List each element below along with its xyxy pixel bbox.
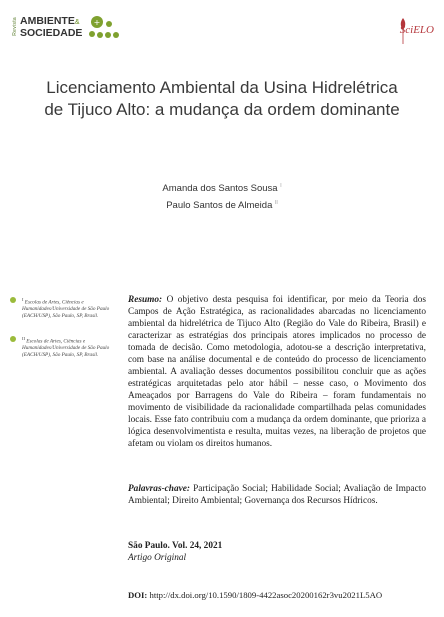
- author-list: [110, 179, 334, 213]
- svg-text:+: +: [93, 18, 101, 27]
- author-sup: I: [280, 183, 282, 189]
- keywords-label: Palavras-chave:: [128, 484, 190, 494]
- abstract-text: O objetivo desta pesquisa foi identificar, por meio da Teoria dos Campos de Ação Estratégica, as racionalidades abarcadas no licenciamento ambiental da hidrelétrica de Tijuco Alto (Região do Vale do Ribeira, Brasil) e caracterizar as estratégias dos principais atores implicados no processo de tomada de decisão. Como metodologia, adotou-se a descrição interpretativa, com base na análise documental e de conteúdo do processo de licenciamento ambiental. A avaliação desses documentos possibilitou concluir que as ações estratégicas arquitetadas pelo ator hábil – nesse caso, o Movimento dos Ameaçados por Barragens do Vale do Ribeira – foram fundamentais no movimento de visibilidade da racionalidade compartilhada pelas comunidades locais. Esse fato contribuiu com a mudança da ordem dominante, que prioriza a lógica desenvolvimentista e resulta, muitas vezes, na liberação de projetos que afetam ou violam os direitos humanos.: [128, 295, 427, 449]
- affiliation-2: [10, 336, 120, 358]
- affiliation-bullet-icon: [10, 297, 16, 303]
- affiliation-text: Escolas de Artes, Ciências e Humanidades/Universidade de São Paulo (EACH/USP), São Paulo, SP, Brasil.: [22, 338, 110, 358]
- keywords: [128, 483, 426, 507]
- logo-line-1: AMBIENTE: [20, 15, 75, 27]
- scielo-label: SciELO: [399, 24, 434, 36]
- revista-label: Revista: [12, 17, 18, 36]
- doi: [128, 590, 426, 600]
- author-1: [110, 179, 334, 196]
- publication-info: [128, 540, 426, 564]
- keywords-text: Participação Social; Habilidade Social; Avaliação de Impacto Ambiental; Direito Ambiental; Governança dos Recursos Hídricos.: [128, 484, 426, 506]
- logo-line-2: SOCIEDADE: [20, 27, 83, 39]
- paper-title: Licenciamento Ambiental da Usina Hidrelétrica de Tijuco Alto: a mudança da ordem dominante: [44, 78, 400, 119]
- journal-logo: [20, 16, 82, 39]
- author-sup: II: [275, 200, 278, 207]
- journal-logo-icon: [88, 14, 128, 44]
- affiliation-bullet-icon: [10, 336, 16, 342]
- affiliation-num: II: [22, 336, 25, 341]
- doi-label: DOI:: [128, 590, 148, 600]
- article-type: Artigo Original: [128, 553, 187, 563]
- author-name: Paulo Santos de Almeida: [166, 200, 273, 212]
- doi-link[interactable]: http://dx.doi.org/10.1590/1809-4422asoc20200162r3vu2021L5AO: [149, 590, 383, 600]
- logo-ampersand: &: [74, 19, 80, 26]
- affiliation-num: I: [22, 297, 24, 302]
- author-2: [110, 196, 334, 213]
- author-name: Amanda dos Santos Sousa: [162, 183, 278, 195]
- abstract: [128, 294, 426, 450]
- affiliation-1: [10, 297, 120, 319]
- journal-header: [10, 14, 434, 44]
- affiliation-text: Escolas de Artes, Ciências e Humanidades/Universidade de São Paulo (EACH/USP), São Paulo, SP, Brasil.: [22, 299, 110, 319]
- publication-place: São Paulo. Vol. 24, 2021: [128, 541, 223, 551]
- abstract-label: Resumo:: [128, 295, 163, 305]
